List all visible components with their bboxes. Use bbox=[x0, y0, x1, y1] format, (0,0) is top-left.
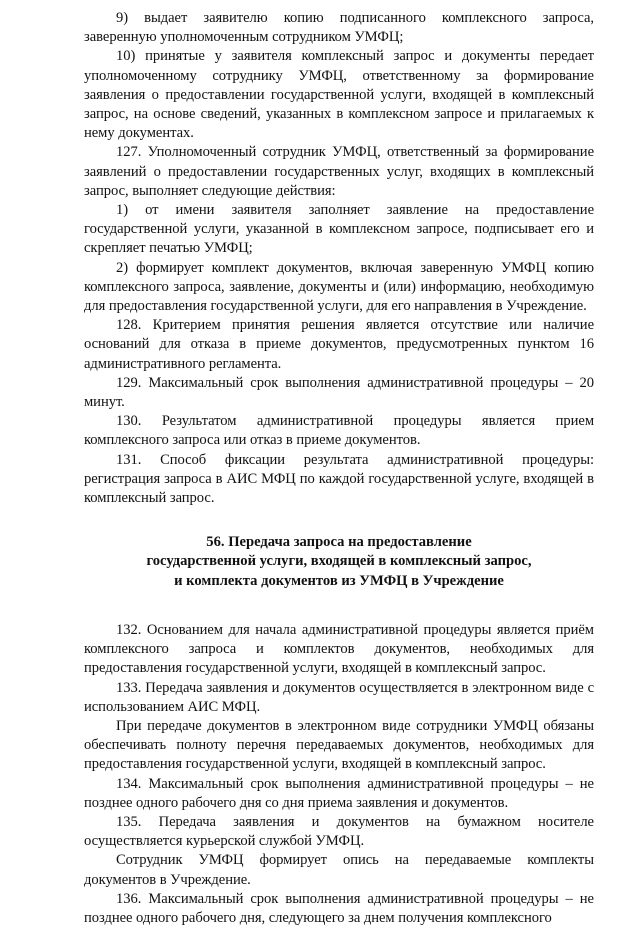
section-heading bbox=[84, 533, 594, 591]
paragraph-133: 133. Передача заявления и документов осуществляется в электронном виде с использованием АИС МФЦ. bbox=[84, 679, 594, 715]
paragraph-136: 136. Максимальный срок выполнения административной процедуры – не позднее одного рабочего дня, следующего за днем получения комплексного bbox=[84, 890, 594, 926]
section-heading-line-3: и комплекта документов из УМФЦ в Учреждение bbox=[174, 572, 504, 589]
paragraph-128: 128. Критерием принятия решения является отсутствие или наличие оснований для отказа в приеме документов, предусмотренных пунктом 16 административного регламента. bbox=[84, 317, 594, 372]
section-heading-line-2: государственной услуги, входящей в комплексный запрос, bbox=[146, 553, 532, 570]
paragraph-135: 135. Передача заявления и документов на бумажном носителе осуществляется курьерской службой УМФЦ. bbox=[84, 813, 594, 850]
paragraph-127: 127. Уполномоченный сотрудник УМФЦ, ответственный за формирование заявлений о предоставлении государственных услуг, входящих в комплексный запрос, выполняет следующие действия: bbox=[84, 144, 594, 199]
paragraph-127-item-2: 2) формирует комплект документов, включая заверенную УМФЦ копию комплексного запроса, заявление, документы и (или) информацию, необходимую для предоставления государственной услуги, для его направления в Учреждение. bbox=[84, 259, 594, 315]
section-heading-line-1: 56. Передача запроса на предоставление bbox=[206, 534, 472, 551]
paragraph-132: 132. Основанием для начала административной процедуры является приём комплексного запроса и комплектов документов, необходимых для предоставления государственной услуги, входящей в комплексный запрос. bbox=[84, 621, 594, 677]
paragraph-131: 131. Способ фиксации результата административной процедуры: регистрация запроса в АИС МФЦ по каждой государственной услуге, входящей в комплексный запрос. bbox=[84, 451, 594, 507]
paragraph-130: 130. Результатом административной процедуры является прием комплексного запроса или отказ в приеме документов. bbox=[84, 413, 594, 449]
paragraph-135-inventory-note: Сотрудник УМФЦ формирует опись на передаваемые комплекты документов в Учреждение. bbox=[84, 852, 594, 888]
paragraph-134: 134. Максимальный срок выполнения административной процедуры – не позднее одного рабочего дня со дня приема заявления и документов. bbox=[84, 775, 594, 811]
paragraph-129: 129. Максимальный срок выполнения административной процедуры – 20 минут. bbox=[84, 374, 594, 411]
paragraph-127-item-1: 1) от имени заявителя заполняет заявление на предоставление государственной услуги, указанной в комплексном запросе, подписывает его и скрепляет печатью УМФЦ; bbox=[84, 202, 594, 257]
paragraph-item-10: 10) принятые у заявителя комплексный запрос и документы передает уполномоченному сотруднику УМФЦ, ответственному за формирование заявления о предоставлении государственной услуги, входящей в комплексный запрос, на основе сведений, указанных в комплексном запросе и прилагаемых к нему документах. bbox=[84, 48, 594, 142]
paragraph-133-transfer-note: При передаче документов в электронном виде сотрудники УМФЦ обязаны обеспечивать полноту перечня передаваемых документов, необходимых для предоставления государственной услуги, входящей в комплексный запрос. bbox=[84, 717, 594, 773]
paragraph-item-9: 9) выдает заявителю копию подписанного комплексного запроса, заверенную уполномоченным сотрудником УМФЦ; bbox=[84, 10, 594, 46]
